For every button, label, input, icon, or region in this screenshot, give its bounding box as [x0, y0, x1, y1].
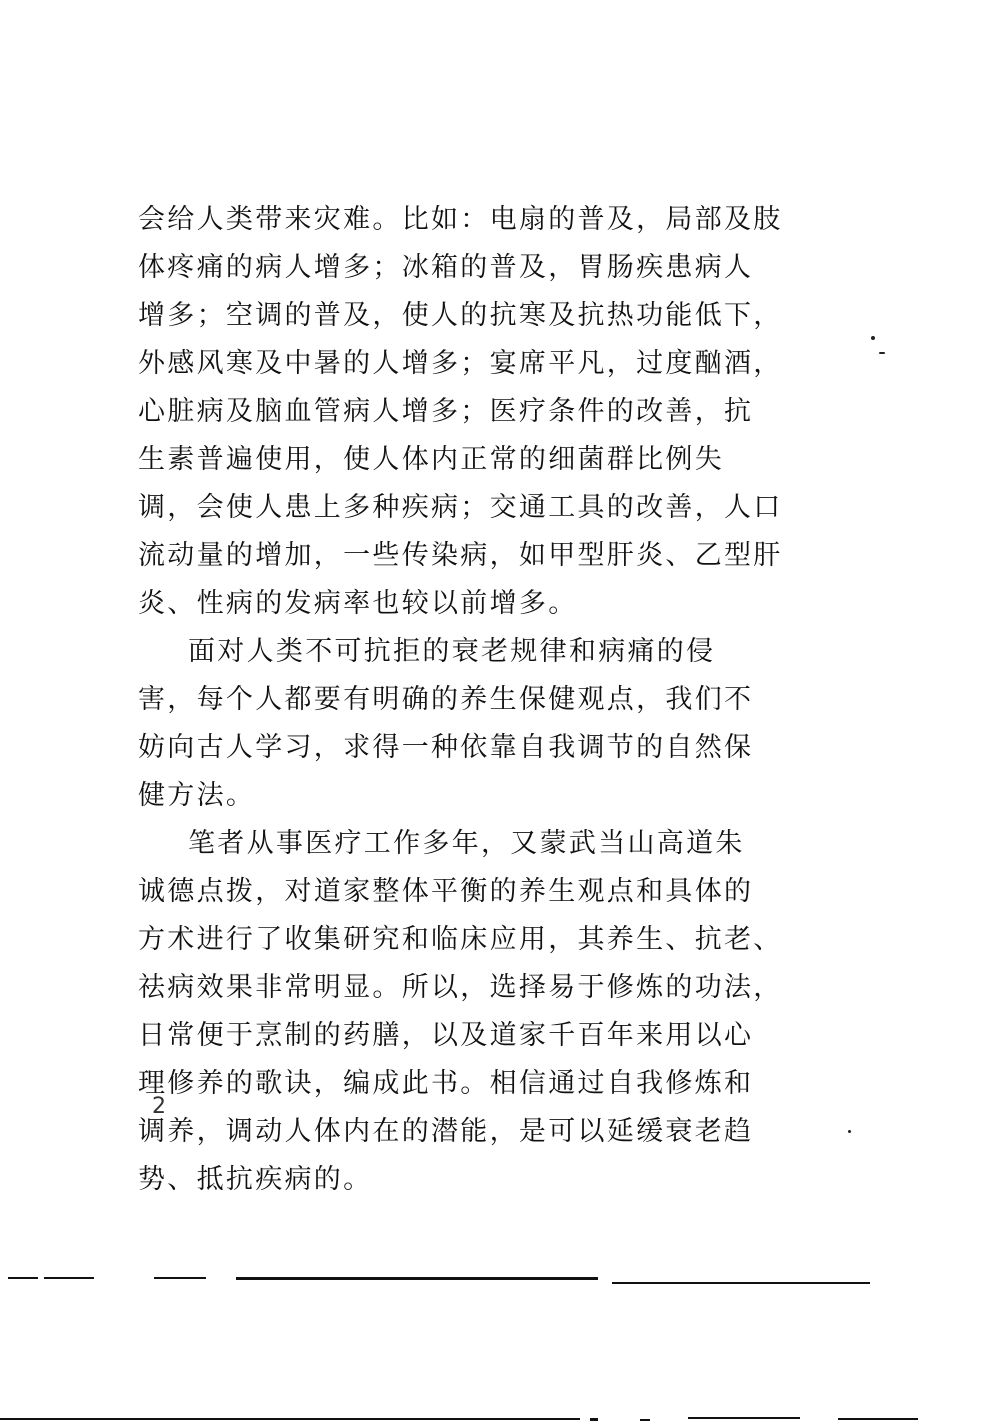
- scan-speck: [871, 336, 875, 340]
- text-line: 妨向古人学习，求得一种依靠自我调节的自然保: [138, 732, 754, 763]
- page-number: 2: [152, 1094, 166, 1119]
- scan-rule: [640, 1419, 650, 1421]
- text-line: 增多；空调的普及，使人的抗寒及抗热功能低下，: [138, 300, 783, 331]
- text-line: 方术进行了收集研究和临床应用，其养生、抗老、: [138, 924, 783, 955]
- text-line: 体疼痛的病人增多；冰箱的普及，胃肠疾患病人: [138, 252, 754, 283]
- scan-rule: [688, 1417, 800, 1419]
- scan-rule: [590, 1418, 598, 1421]
- scan-speck: [848, 1130, 851, 1133]
- text-line: 害，每个人都要有明确的养生保健观点，我们不: [138, 684, 754, 715]
- text-line: 生素普遍使用，使人体内正常的细菌群比例失: [138, 444, 724, 475]
- body-text: [138, 196, 783, 1204]
- text-line: 势、抵抗疾病的。: [138, 1164, 373, 1195]
- scan-rule: [0, 1418, 580, 1420]
- paragraph-start-line: 笔者从事医疗工作多年，又蒙武当山高道朱: [188, 828, 745, 859]
- scan-rule: [838, 1418, 918, 1420]
- scan-rule: [8, 1277, 38, 1279]
- scan-speck: [879, 352, 885, 354]
- scan-rule: [612, 1282, 870, 1284]
- text-line: 祛病效果非常明显。所以，选择易于修炼的功法，: [138, 972, 783, 1003]
- text-line: 调养，调动人体内在的潜能，是可以延缓衰老趋: [138, 1116, 754, 1147]
- scan-rule: [154, 1277, 206, 1279]
- text-line: 健方法。: [138, 780, 256, 811]
- text-line: 炎、性病的发病率也较以前增多。: [138, 588, 578, 619]
- text-line: 流动量的增加，一些传染病，如甲型肝炎、乙型肝: [138, 540, 783, 571]
- scan-rule: [236, 1277, 598, 1280]
- text-line: 诚德点拨，对道家整体平衡的养生观点和具体的: [138, 876, 754, 907]
- scan-rule: [44, 1277, 94, 1279]
- text-line: 调，会使人患上多种疾病；交通工具的改善，人口: [138, 492, 783, 523]
- paragraph-start-line: 面对人类不可抗拒的衰老规律和病痛的侵: [188, 636, 716, 667]
- text-line: 日常便于烹制的药膳，以及道家千百年来用以心: [138, 1020, 754, 1051]
- text-line: 外感风寒及中暑的人增多；宴席平凡，过度酗酒，: [138, 348, 783, 379]
- text-line: 心脏病及脑血管病人增多；医疗条件的改善，抗: [138, 396, 754, 427]
- text-line: 会给人类带来灾难。比如：电扇的普及，局部及肢: [138, 204, 783, 235]
- text-line: 理修养的歌诀，编成此书。相信通过自我修炼和: [138, 1068, 754, 1099]
